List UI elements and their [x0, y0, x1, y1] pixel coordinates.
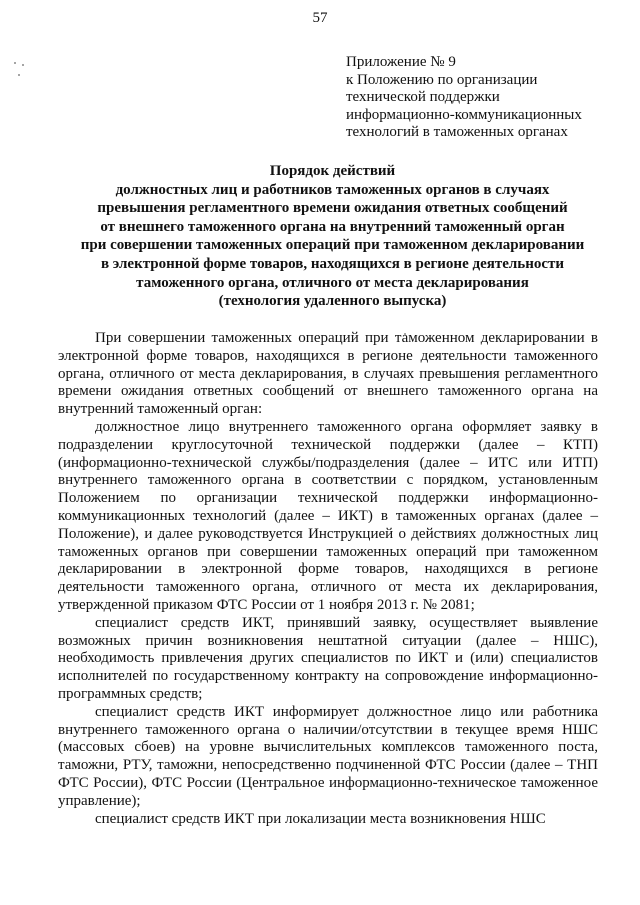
body-paragraph: должностное лицо внутреннего таможенного органа оформляет заявку в подразделении круглосуточной технической поддержки (далее – КТП) (информационно-технической службы/подразделения (далее – ИТС или ИТП) внутреннего таможенного органа в соответствии с порядком, установленным Положением по организации технической поддержки информационно-коммуникационных технологий (далее – ИКТ) в таможенных органах (далее – Положение), и далее руководствуется Инструкцией о действиях должностных лиц таможенных органов при совершении таможенных операций при таможенном декларировании в электронной форме товаров, находящихся в регионе деятельности таможенного органа, отличного от места их декларирования, утвержденной приказом ФТС России от 1 ноября 2013 г. № 2081; — [58, 418, 598, 613]
body-paragraph: специалист средств ИКТ при локализации места возникновения НШС — [95, 810, 546, 827]
title-line: Порядок действий — [269, 163, 396, 179]
document-body — [58, 330, 598, 828]
title-line: при совершении таможенных операций при таможенном декларировании — [80, 237, 585, 254]
page-number: 57 — [312, 10, 328, 26]
document-title — [60, 162, 605, 311]
appendix-line: технической поддержки — [346, 89, 500, 106]
appendix-line: технологий в таможенных органах — [346, 124, 568, 141]
title-line: в электронной форме товаров, находящихся в регионе деятельности — [100, 255, 565, 272]
scan-speck — [18, 74, 20, 76]
body-paragraph: При совершении таможенных операций при таможенном декларировании в электронной форме товаров, находящихся в регионе деятельности таможенного органа, отличного от места декларирования, в случаях превышения регламентного времени ожидания ответных сообщений от внешнего таможенного органа на внутренний таможенный орган: — [58, 330, 598, 418]
body-paragraph: специалист средств ИКТ информирует должностное лицо или работника внутреннего таможенного органа о наличии/отсутствии в текущее время НШС (массовых сбоев) на уровне вычислительных комплексов таможенного поста, таможни, РТУ, таможни, непосредственно подчиненной ФТС России (далее – ТНП ФТС России), ФТС России (Центральное информационно-техническое таможенное управление); — [58, 703, 598, 809]
appendix-line: информационно-коммуникационных — [346, 106, 582, 123]
appendix-line: Приложение № 9 — [346, 54, 456, 70]
scan-speck — [22, 64, 24, 66]
body-paragraph: специалист средств ИКТ, принявший заявку, осуществляет выявление возможных причин возникновения нештатной ситуации (далее – НШС), необходимость привлечения других специалистов по ИКТ и (или) специалистов исполнителей по государственному контракту на сопровождение информационно-программных средств; — [58, 614, 598, 702]
title-line: превышения регламентного времени ожидания ответных сообщений — [97, 200, 568, 217]
title-line: должностных лиц и работников таможенных органов в случаях — [115, 181, 550, 198]
title-line: (технология удаленного выпуска) — [218, 293, 447, 310]
appendix-line: к Положению по организации — [346, 71, 538, 88]
title-line: от внешнего таможенного органа на внутренний таможенный орган — [100, 218, 565, 235]
appendix-note — [346, 54, 582, 142]
scan-speck — [14, 62, 16, 64]
title-line: таможенного органа, отличного от места декларирования — [136, 274, 529, 291]
